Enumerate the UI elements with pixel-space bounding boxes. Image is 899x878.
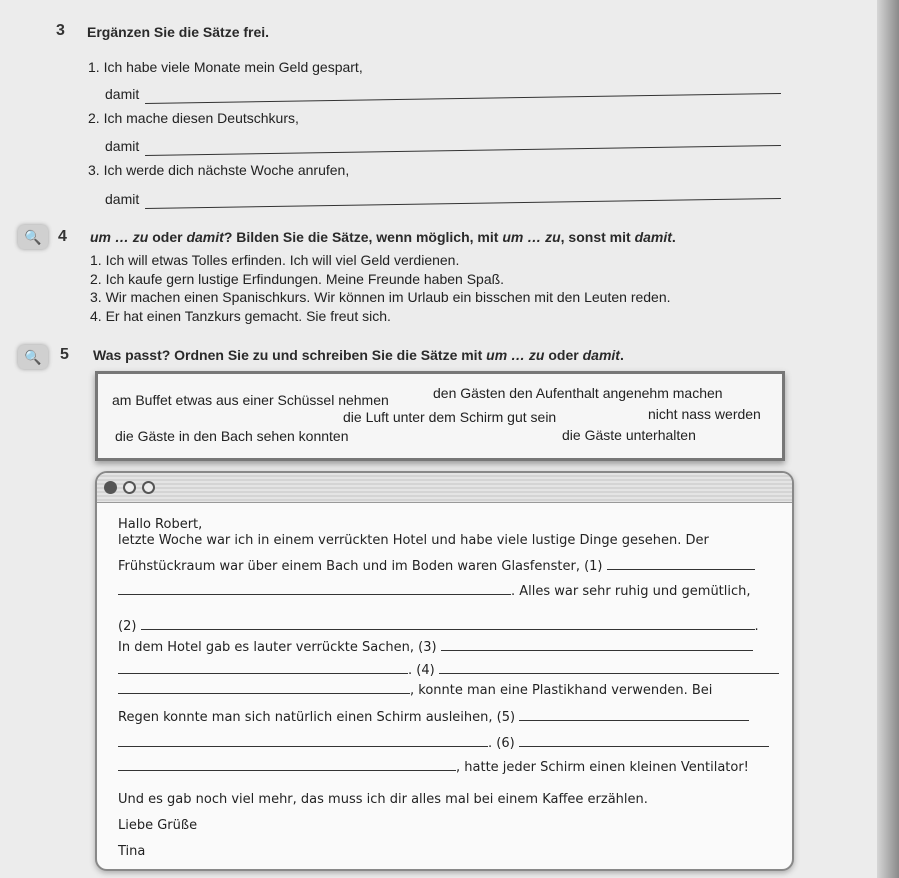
exercise-title <box>93 347 624 363</box>
email-line: Hallo Robert, <box>118 517 203 532</box>
key-icon: 🔍 <box>18 225 48 249</box>
close-icon[interactable] <box>104 481 117 494</box>
email-line: Tina <box>118 844 146 859</box>
answer-blank-1b[interactable] <box>118 594 511 595</box>
answer-blank-5b[interactable] <box>118 746 488 747</box>
damit-label: damit <box>105 138 140 154</box>
text: In dem Hotel gab es lauter verrückte Sachen, (3) <box>118 640 441 655</box>
list-item: 3. Wir machen einen Spanischkurs. Wir können im Urlaub ein bisschen mit den Leuten reden. <box>90 289 671 305</box>
title-part: Was passt? Ordnen Sie zu und schreiben Sie die Sätze mit <box>93 347 487 363</box>
email-line <box>118 584 751 599</box>
text: , konnte man eine Plastikhand verwenden. Bei <box>410 683 713 698</box>
email-line <box>118 619 759 634</box>
email-line <box>118 710 749 725</box>
sentence: 3. Ich werde dich nächste Woche anrufen, <box>88 162 350 178</box>
exercise-number: 4 <box>58 228 67 245</box>
minimize-icon[interactable] <box>123 481 136 494</box>
text: . (4) <box>408 663 439 678</box>
title-part: oder <box>544 347 583 363</box>
answer-blank-2[interactable] <box>141 629 755 630</box>
email-line <box>118 640 753 655</box>
page-edge <box>877 0 899 878</box>
email-line: letzte Woche war ich in einem verrückten Hotel und habe viele lustige Dinge gesehen. Der <box>118 533 709 548</box>
title-part: oder <box>148 229 187 245</box>
title-part: um … zu <box>486 347 545 363</box>
answer-blank-4[interactable] <box>439 673 779 674</box>
email-line <box>118 683 712 698</box>
email-line <box>118 736 769 751</box>
key-icon: 🔍 <box>18 345 48 369</box>
answer-line[interactable] <box>145 145 781 156</box>
damit-label: damit <box>105 191 140 207</box>
exercise-number: 3 <box>56 22 65 39</box>
phrase: nicht nass werden <box>648 406 761 422</box>
email-line <box>118 663 779 678</box>
title-part: damit <box>186 229 224 245</box>
text: Frühstückraum war über einem Bach und im Boden waren Glasfenster, (1) <box>118 559 607 574</box>
title-part: damit <box>634 229 672 245</box>
list-item: 2. Ich kaufe gern lustige Erfindungen. Meine Freunde haben Spaß. <box>90 271 505 287</box>
answer-blank-6[interactable] <box>519 746 769 747</box>
window-titlebar <box>97 473 792 503</box>
text: . Alles war sehr ruhig und gemütlich, <box>511 584 751 599</box>
title-part: . <box>619 347 624 363</box>
answer-blank-1[interactable] <box>607 569 755 570</box>
answer-blank-4b[interactable] <box>118 693 410 694</box>
email-line: Und es gab noch viel mehr, das muss ich dir alles mal bei einem Kaffee erzählen. <box>118 792 648 807</box>
list-item: 4. Er hat einen Tanzkurs gemacht. Sie freut sich. <box>90 308 391 324</box>
title-part: , sonst mit <box>560 229 635 245</box>
sentence: 2. Ich mache diesen Deutschkurs, <box>88 110 299 126</box>
maximize-icon[interactable] <box>142 481 155 494</box>
answer-line[interactable] <box>145 198 781 209</box>
list-item: 1. Ich will etwas Tolles erfinden. Ich will viel Geld verdienen. <box>90 252 460 268</box>
exercise-title: Ergänzen Sie die Sätze frei. <box>87 24 270 40</box>
phrase: den Gästen den Aufenthalt angenehm machen <box>433 385 723 401</box>
phrase: die Gäste unterhalten <box>562 427 696 443</box>
title-part: um … zu <box>502 229 561 245</box>
text: Regen konnte man sich natürlich einen Schirm ausleihen, (5) <box>118 710 520 725</box>
title-part: ? Bilden Sie die Sätze, wenn möglich, mit <box>223 229 503 245</box>
answer-blank-5[interactable] <box>519 720 749 721</box>
phrase: am Buffet etwas aus einer Schüssel nehmen <box>112 392 389 408</box>
text: , hatte jeder Schirm einen kleinen Ventilator! <box>456 760 749 775</box>
answer-line[interactable] <box>145 93 781 104</box>
text: . <box>754 619 759 634</box>
title-part: . <box>671 229 676 245</box>
answer-blank-3b[interactable] <box>118 673 408 674</box>
answer-blank-3[interactable] <box>441 650 753 651</box>
answer-blank-6b[interactable] <box>118 770 456 771</box>
sentence: 1. Ich habe viele Monate mein Geld gespart, <box>88 59 363 75</box>
text: . (6) <box>488 736 519 751</box>
text: (2) <box>118 619 141 634</box>
phrase: die Luft unter dem Schirm gut sein <box>343 409 557 425</box>
email-line: Liebe Grüße <box>118 818 198 833</box>
title-part: um … zu <box>90 229 149 245</box>
email-line <box>118 760 749 775</box>
title-part: damit <box>582 347 620 363</box>
email-line <box>118 559 755 574</box>
phrase: die Gäste in den Bach sehen konnten <box>115 428 349 444</box>
exercise-number: 5 <box>60 346 69 363</box>
exercise-title <box>90 229 676 245</box>
damit-label: damit <box>105 86 140 102</box>
